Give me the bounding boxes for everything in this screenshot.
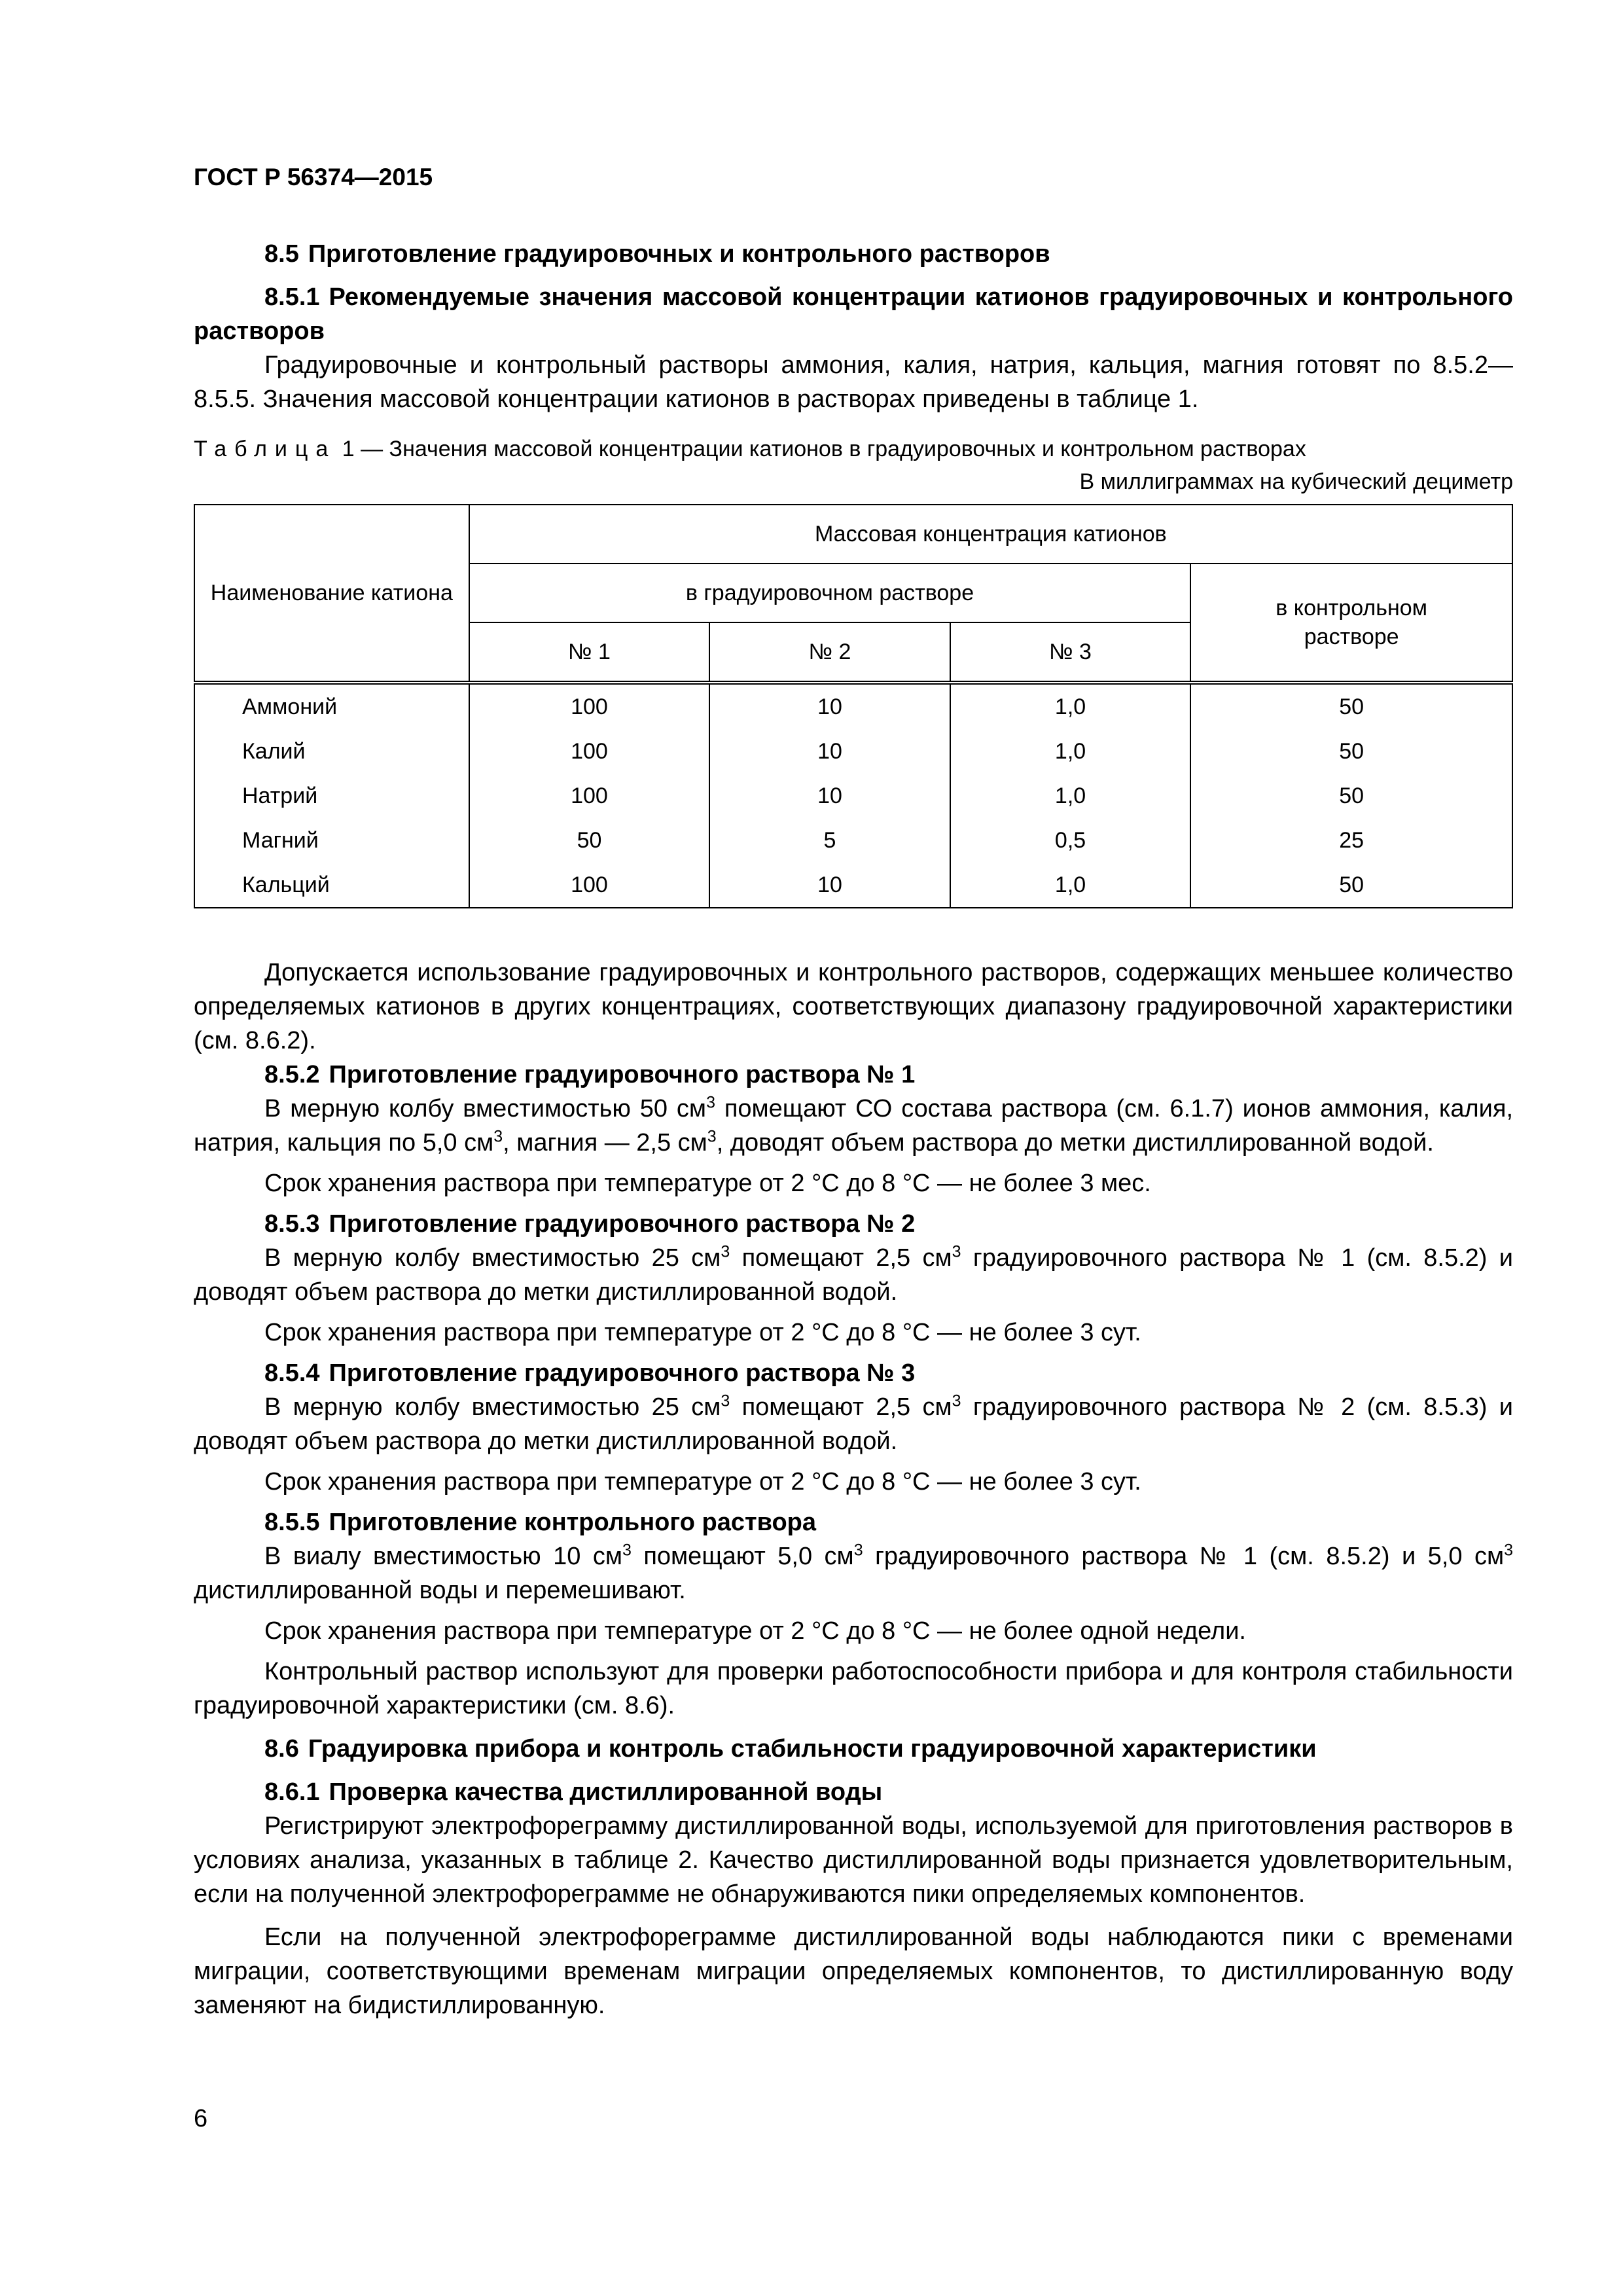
paragraph: Срок хранения раствора при температуре от 2 °С до 8 °С — не более 3 мес. xyxy=(264,1170,1151,1197)
paragraph: Срок хранения раствора при температуре от 2 °С до 8 °С — не более одной недели. xyxy=(264,1617,1246,1645)
concentration-table xyxy=(194,504,1513,908)
paragraph: Регистрируют электрофореграмму дистиллированной воды, используемой для приготовления растворов в условиях анализа, указанных в таблице 2. Качество дистиллированной воды признается удовлетворительным, если на полученной электрофореграмме не обнаруживаются пики определяемых компонентов. xyxy=(194,1812,1513,1908)
header-n2: № 2 xyxy=(709,622,950,683)
table-row: Аммоний 100 10 1,0 50 xyxy=(194,683,1512,729)
header-n3: № 3 xyxy=(950,622,1191,683)
paragraph: В мерную колбу вместимостью 25 $см^3$ помещают 2,5 $см^3$ градуировочного раствора № 1 (см. 8.5.2) и доводят объем раствора до метки дистиллированной водой. xyxy=(194,1242,1513,1306)
paragraph: В виалу вместимостью 10 $см^3$ помещают 5,0 $см^3$ градуировочного раствора № 1 (см. 8.5.2) и 5,0 $см^3$ дистиллированной воды и перемешивают. xyxy=(194,1541,1514,1604)
table-units: В миллиграммах на кубический дециметр xyxy=(1079,469,1513,494)
header-mass-concentration: Массовая концентрация катионов xyxy=(469,505,1512,564)
paragraph: Допускается использование градуировочных и контрольного растворов, содержащих меньшее количество определяемых катионов в других концентрациях, соответствующих диапазону градуировочной характеристики (см. 8.6.2). xyxy=(194,959,1513,1054)
paragraph: Контрольный раствор используют для проверки работоспособности прибора и для контроля стабильности градуировочной характеристики (см. 8.6). xyxy=(194,1658,1513,1719)
paragraph: Срок хранения раствора при температуре от 2 °С до 8 °С — не более 3 сут. xyxy=(264,1468,1141,1496)
section-heading-8-5-3: 8.5.3 Приготовление градуировочного раствора № 2 xyxy=(264,1210,916,1238)
document-body xyxy=(194,237,1513,2022)
header-cation-name: Наименование катиона xyxy=(194,505,469,683)
table-row: Натрий 100 10 1,0 50 xyxy=(194,774,1512,818)
header-calibration-solution: в градуировочном растворе xyxy=(469,564,1191,622)
header-n1: № 1 xyxy=(469,622,710,683)
paragraph: В мерную колбу вместимостью 50 $см^3$ помещают СО состава раствора (см. 6.1.7) ионов аммония, калия, натрия, кальция по 5,0 $см^3$, магния — 2,5 $см^3$, доводят объем раствора до метки дистиллированной водой. xyxy=(194,1093,1513,1157)
table-row: Калий 100 10 1,0 50 xyxy=(194,729,1512,774)
section-heading-8-5-5: 8.5.5 Приготовление контрольного раствора xyxy=(264,1509,817,1536)
table-caption: Таблица 1 — Значения массовой концентрации катионов в градуировочных и контрольном растворах xyxy=(194,437,1306,461)
section-heading-8-5: 8.5 Приготовление градуировочных и контрольного растворов xyxy=(264,240,1050,268)
table-row: Магний 50 5 0,5 25 xyxy=(194,818,1512,863)
paragraph: Градуировочные и контрольный растворы аммония, калия, натрия, кальция, магния готовят по 8.5.2—8.5.5. Значения массовой концентрации катионов в растворах приведены в таблице 1. xyxy=(194,351,1513,413)
section-heading-8-6-1: 8.6.1 Проверка качества дистиллированной воды xyxy=(264,1778,883,1806)
section-heading-8-5-2: 8.5.2 Приготовление градуировочного раствора № 1 xyxy=(264,1061,916,1088)
document-code: ГОСТ Р 56374—2015 xyxy=(194,164,433,190)
paragraph: Срок хранения раствора при температуре от 2 °С до 8 °С — не более 3 сут. xyxy=(264,1319,1141,1346)
header-control-solution: в контрольном растворе xyxy=(1190,564,1512,683)
section-heading-8-5-1: 8.5.1 Рекомендуемые значения массовой концентрации катионов градуировочных и контрольного растворов xyxy=(194,283,1513,345)
paragraph: Если на полученной электрофореграмме дистиллированной воды наблюдаются пики с временами миграции, соответствующими временам миграции определяемых компонентов, то дистиллированную воду заменяют на бидистиллированную. xyxy=(194,1924,1513,2019)
section-heading-8-5-4: 8.5.4 Приготовление градуировочного раствора № 3 xyxy=(264,1359,916,1387)
section-heading-8-6: 8.6 Градуировка прибора и контроль стабильности градуировочной характеристики xyxy=(264,1735,1317,1763)
paragraph: В мерную колбу вместимостью 25 $см^3$ помещают 2,5 $см^3$ градуировочного раствора № 2 (см. 8.5.3) и доводят объем раствора до метки дистиллированной водой. xyxy=(194,1391,1513,1455)
table-row: Кальций 100 10 1,0 50 xyxy=(194,863,1512,908)
document-page xyxy=(194,0,1513,2296)
page-number: 6 xyxy=(194,2105,208,2132)
